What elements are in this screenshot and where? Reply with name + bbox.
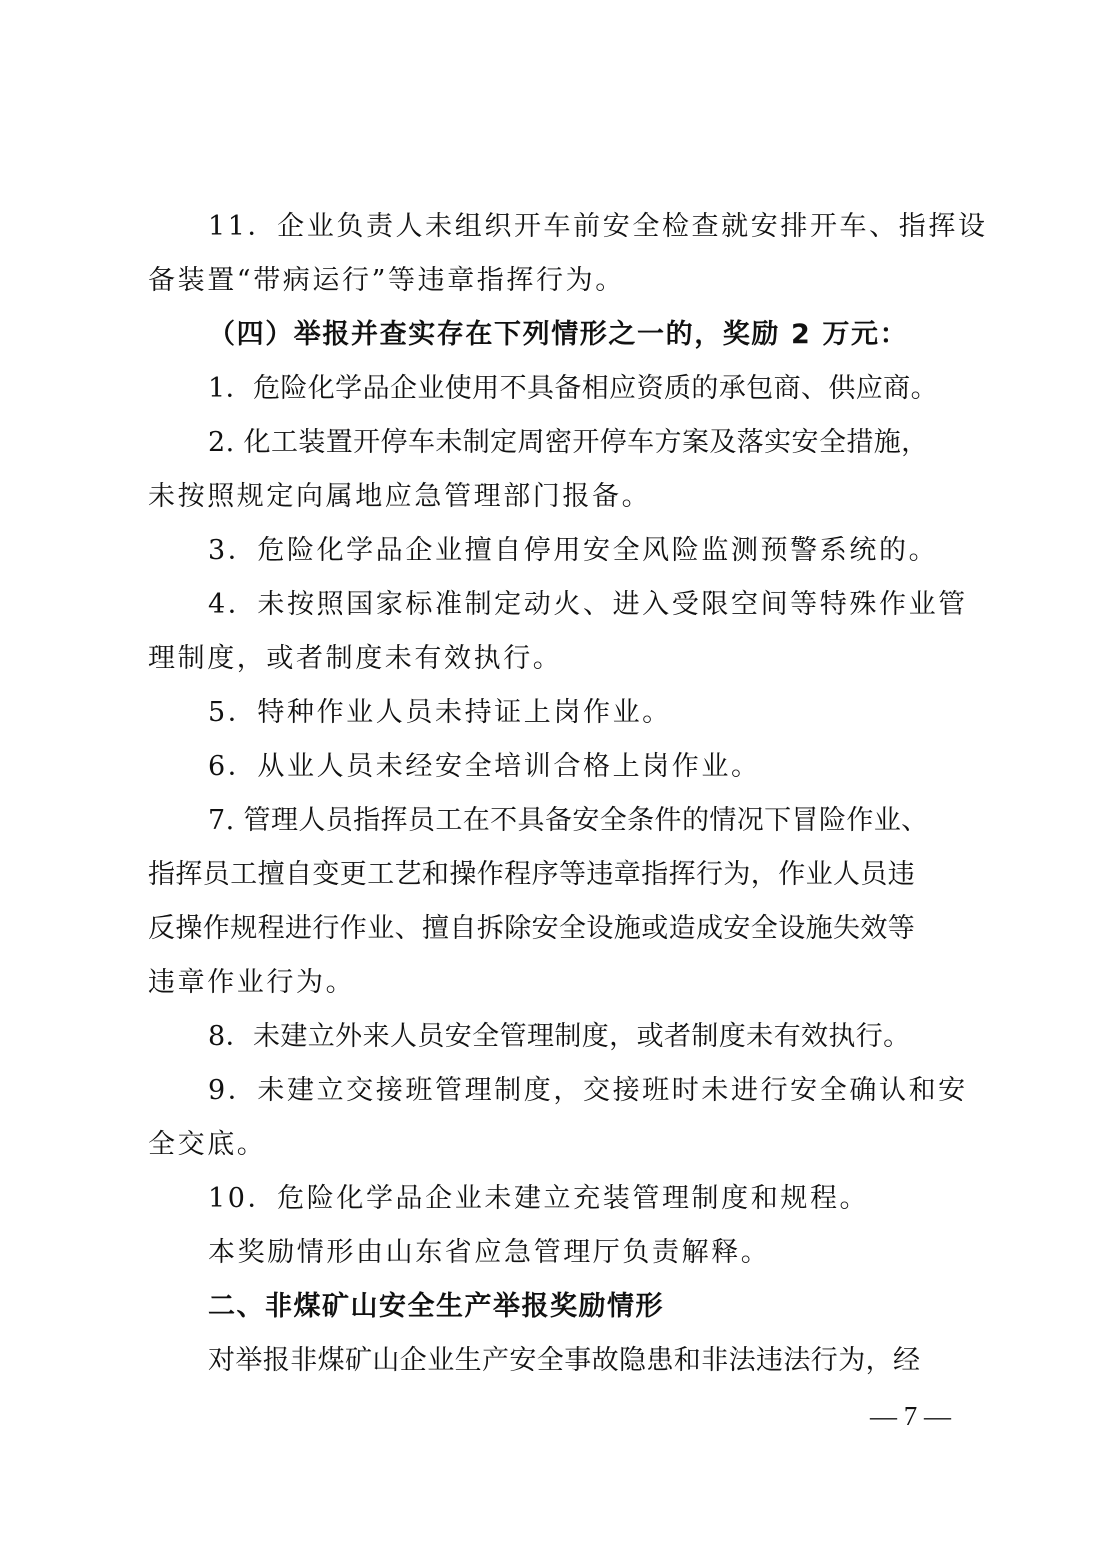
paragraph-line: 6．从业人员未经安全培训合格上岗作业。 [208, 751, 761, 782]
paragraph-line: 全交底。 [148, 1129, 267, 1160]
paragraph-line: 7. 管理人员指挥员工在不具备安全条件的情况下冒险作业、 [208, 805, 929, 836]
paragraph-line: 9．未建立交接班管理制度，交接班时未进行安全确认和安 [208, 1075, 968, 1106]
paragraph-line: 备装置“带病运行”等违章指挥行为。 [148, 265, 625, 296]
paragraph-line: 2. 化工装置开停车未制定周密开停车方案及落实安全措施， [208, 427, 929, 458]
section-heading: 二、非煤矿山安全生产举报奖励情形 [208, 1291, 664, 1322]
paragraph-line: 对举报非煤矿山企业生产安全事故隐患和非法违法行为，经 [208, 1345, 921, 1376]
paragraph-line: 10．危险化学品企业未建立充装管理制度和规程。 [208, 1183, 870, 1214]
paragraph-line: 4．未按照国家标准制定动火、进入受限空间等特殊作业管 [208, 589, 968, 620]
paragraph-line: 11．企业负责人未组织开车前安全检查就安排开车、指挥设 [208, 211, 988, 242]
paragraph-line: 5．特种作业人员未持证上岗作业。 [208, 697, 672, 728]
paragraph-line: 指挥员工擅自变更工艺和操作程序等违章指挥行为，作业人员违 [148, 859, 916, 890]
paragraph-line: 1．危险化学品企业使用不具备相应资质的承包商、供应商。 [208, 373, 938, 404]
paragraph-line: 反操作规程进行作业、擅自拆除安全设施或造成安全设施失效等 [148, 913, 916, 944]
section-subheading: （四）举报并查实存在下列情形之一的，奖励 2 万元： [208, 319, 909, 350]
paragraph-line: 未按照规定向属地应急管理部门报备。 [148, 481, 652, 512]
paragraph-line: 3．危险化学品企业擅自停用安全风险监测预警系统的。 [208, 535, 939, 566]
page-number: — 7 — [870, 1401, 951, 1431]
paragraph-line: 理制度，或者制度未有效执行。 [148, 643, 563, 674]
paragraph-line: 本奖励情形由山东省应急管理厅负责解释。 [208, 1237, 771, 1268]
paragraph-line: 8．未建立外来人员安全管理制度，或者制度未有效执行。 [208, 1021, 911, 1052]
paragraph-line: 违章作业行为。 [148, 967, 356, 998]
